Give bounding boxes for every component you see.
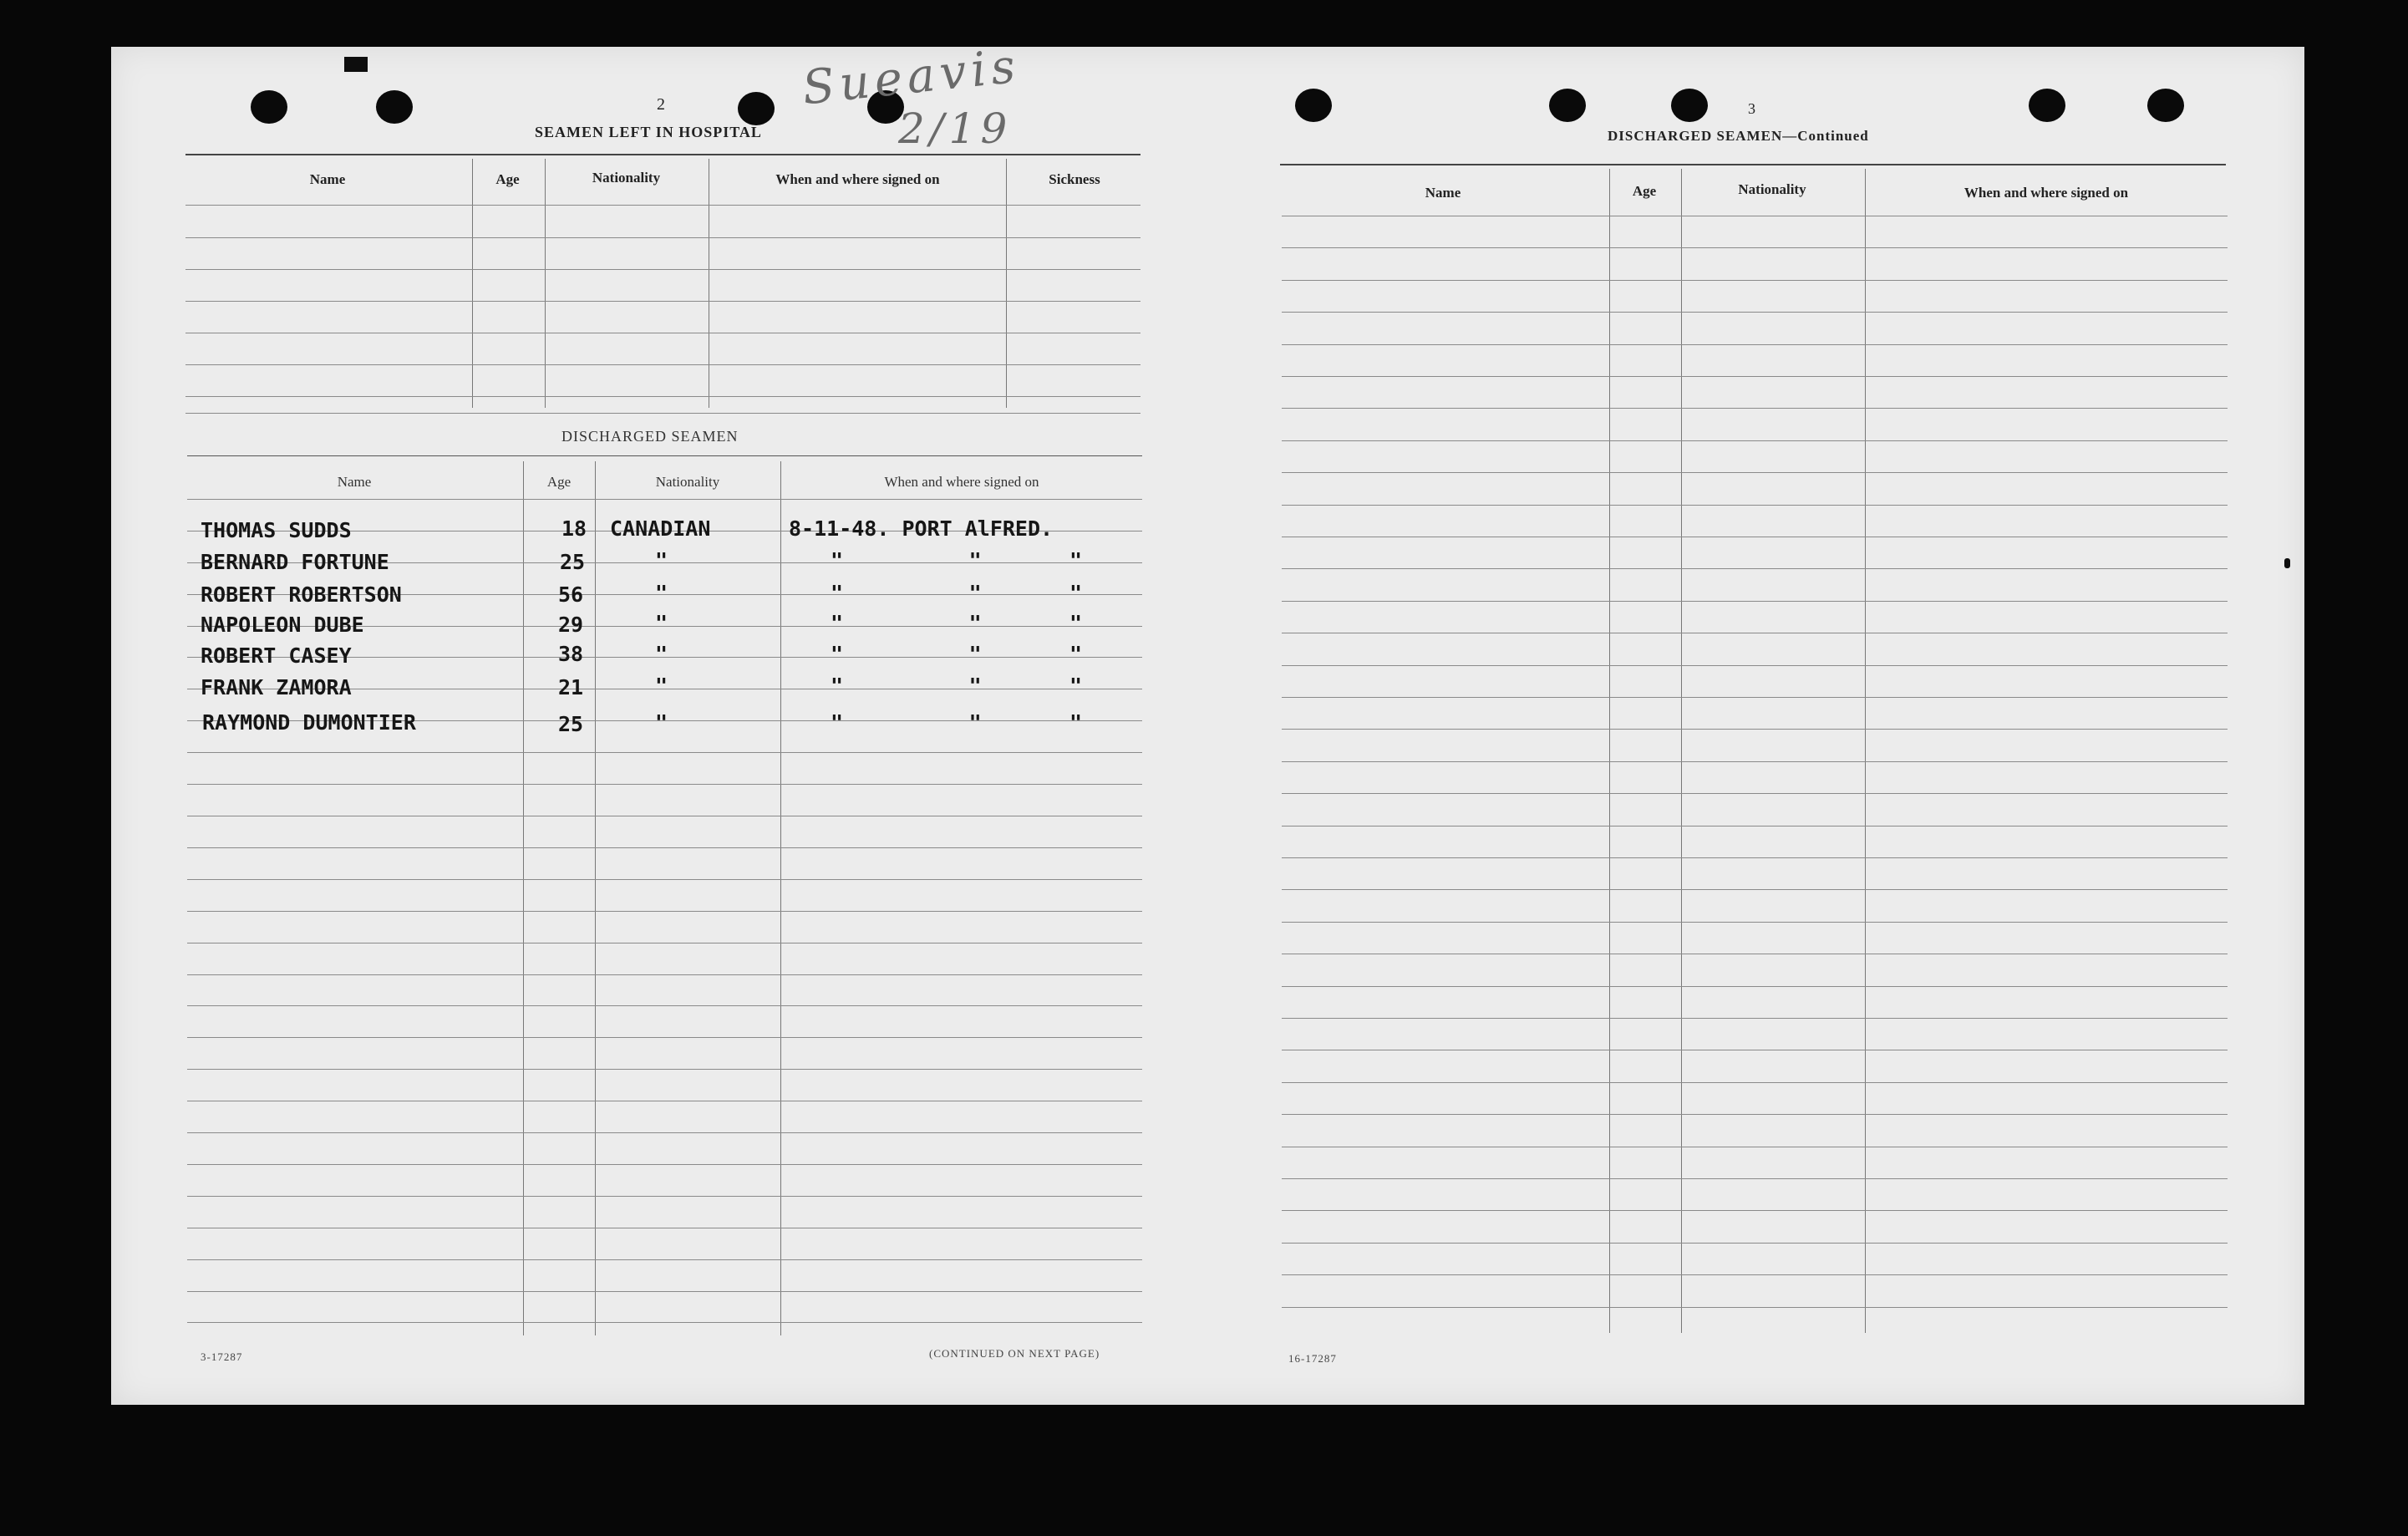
ruled-line <box>1282 472 2228 473</box>
punch-hole <box>1549 89 1586 122</box>
handwritten-date: 2/19 <box>898 104 1013 153</box>
ink-mark <box>2284 558 2290 568</box>
column-header-nationality: Nationality <box>1738 181 1806 197</box>
ruled-line <box>1282 601 2228 602</box>
ruled-line <box>1282 986 2228 987</box>
ruled-line <box>1282 247 2228 248</box>
seaman-signed-on: 8-11-48. PORT AlFRED. <box>789 516 1054 541</box>
ruled-line <box>187 1005 1142 1006</box>
ruled-line <box>187 911 1142 912</box>
ruled-line <box>187 1291 1142 1292</box>
column-header-age: Age <box>1632 183 1657 199</box>
seaman-nationality: " <box>655 642 668 666</box>
punch-hole <box>738 92 775 125</box>
continued-note: (CONTINUED ON NEXT PAGE) <box>929 1347 1100 1360</box>
seaman-signed-on: " " " <box>831 642 1083 666</box>
column-header-nationality: Nationality <box>592 170 661 186</box>
ruled-line <box>1282 1082 2228 1083</box>
ruled-line <box>1282 505 2228 506</box>
ruled-line <box>1282 1307 2228 1308</box>
ruled-line <box>187 499 1142 500</box>
ruled-line <box>1282 761 2228 762</box>
punch-hole <box>2147 89 2184 122</box>
form-code: 3-17287 <box>201 1350 243 1363</box>
ruled-line <box>187 1259 1142 1260</box>
seaman-name: NAPOLEON DUBE <box>201 613 364 637</box>
ruled-line <box>1282 1243 2228 1244</box>
ink-mark <box>344 57 368 72</box>
seaman-age: 18 <box>561 516 587 541</box>
punch-hole <box>2029 89 2065 122</box>
ruled-line <box>1282 697 2228 698</box>
ruled-line <box>1282 1274 2228 1275</box>
ruled-line <box>1282 344 2228 345</box>
seaman-nationality: " <box>655 710 668 735</box>
ruled-line <box>187 847 1142 848</box>
seaman-nationality: CANADIAN <box>610 516 711 541</box>
form-code: 16-17287 <box>1288 1352 1337 1365</box>
ruled-line <box>1282 1210 2228 1211</box>
discharged-section-title: DISCHARGED SEAMEN <box>561 428 739 445</box>
continued-section-title: DISCHARGED SEAMEN—Continued <box>1608 128 1869 144</box>
column-header-name: Name <box>337 474 372 490</box>
column-header-name: Name <box>309 171 346 187</box>
seaman-age: 21 <box>558 675 584 699</box>
ruled-line <box>1282 440 2228 441</box>
ruled-line <box>1282 312 2228 313</box>
ruled-line <box>1282 1178 2228 1179</box>
seaman-nationality: " <box>655 611 668 635</box>
column-header-name: Name <box>1425 185 1461 201</box>
column-header-sickness: Sickness <box>1049 171 1100 187</box>
section-rule <box>1280 164 2226 165</box>
seaman-name: BERNARD FORTUNE <box>201 550 389 574</box>
ruled-line <box>187 1322 1142 1323</box>
ruled-line <box>1282 729 2228 730</box>
seaman-nationality: " <box>655 581 668 605</box>
ruled-line <box>1282 665 2228 666</box>
ruled-line <box>187 784 1142 785</box>
ruled-line <box>187 1196 1142 1197</box>
seaman-name: THOMAS SUDDS <box>201 518 352 542</box>
ruled-line <box>187 1164 1142 1165</box>
punch-hole <box>1671 89 1708 122</box>
seaman-signed-on: " " " <box>831 710 1083 735</box>
ruled-line <box>1282 568 2228 569</box>
ruled-line <box>1282 922 2228 923</box>
seaman-name: FRANK ZAMORA <box>201 675 352 699</box>
ruled-line <box>187 1069 1142 1070</box>
ruled-line <box>187 1132 1142 1133</box>
seaman-name: RAYMOND DUMONTIER <box>202 710 416 735</box>
ruled-line <box>1282 793 2228 794</box>
seaman-signed-on: " " " <box>831 581 1083 605</box>
seaman-name: ROBERT CASEY <box>201 643 352 668</box>
ruled-line <box>187 974 1142 975</box>
seaman-nationality: " <box>655 674 668 698</box>
ruled-line <box>1282 1018 2228 1019</box>
seaman-name: ROBERT ROBERTSON <box>201 582 402 607</box>
seaman-age: 38 <box>558 642 584 666</box>
seaman-signed-on: " " " <box>831 611 1083 635</box>
punch-hole <box>376 90 413 124</box>
ruled-line <box>187 879 1142 880</box>
column-header-signed-on: When and where signed on <box>775 171 940 187</box>
section-rule <box>187 455 1142 456</box>
column-header-nationality: Nationality <box>655 474 720 490</box>
ruled-line <box>1282 1114 2228 1115</box>
hospital-section-title: SEAMEN LEFT IN HOSPITAL <box>535 124 762 140</box>
seaman-age: 25 <box>560 550 586 574</box>
seaman-signed-on: " " " <box>831 548 1083 572</box>
punch-hole <box>1295 89 1332 122</box>
seaman-age: 29 <box>558 613 584 637</box>
ruled-line <box>187 752 1142 753</box>
ruled-line <box>1282 408 2228 409</box>
handwritten-note: Sueavis <box>800 38 1023 116</box>
ruled-line <box>1282 280 2228 281</box>
column-header-signed-on: When and where signed on <box>884 474 1039 490</box>
seaman-nationality: " <box>655 548 668 572</box>
seaman-age: 56 <box>558 582 584 607</box>
ruled-line <box>187 1037 1142 1038</box>
ruled-line <box>1282 376 2228 377</box>
ruled-line <box>1282 857 2228 858</box>
column-header-signed-on: When and where signed on <box>1963 185 2129 201</box>
column-header-age: Age <box>546 474 572 490</box>
column-header-age: Age <box>495 171 520 187</box>
page-number: 2 <box>657 95 665 114</box>
ruled-line <box>1282 889 2228 890</box>
punch-hole <box>251 90 287 124</box>
seaman-age: 25 <box>558 712 584 736</box>
document-sheet <box>111 47 2304 1405</box>
section-rule <box>185 154 1140 155</box>
seaman-signed-on: " " " <box>831 674 1083 698</box>
page-number: 3 <box>1748 100 1755 117</box>
